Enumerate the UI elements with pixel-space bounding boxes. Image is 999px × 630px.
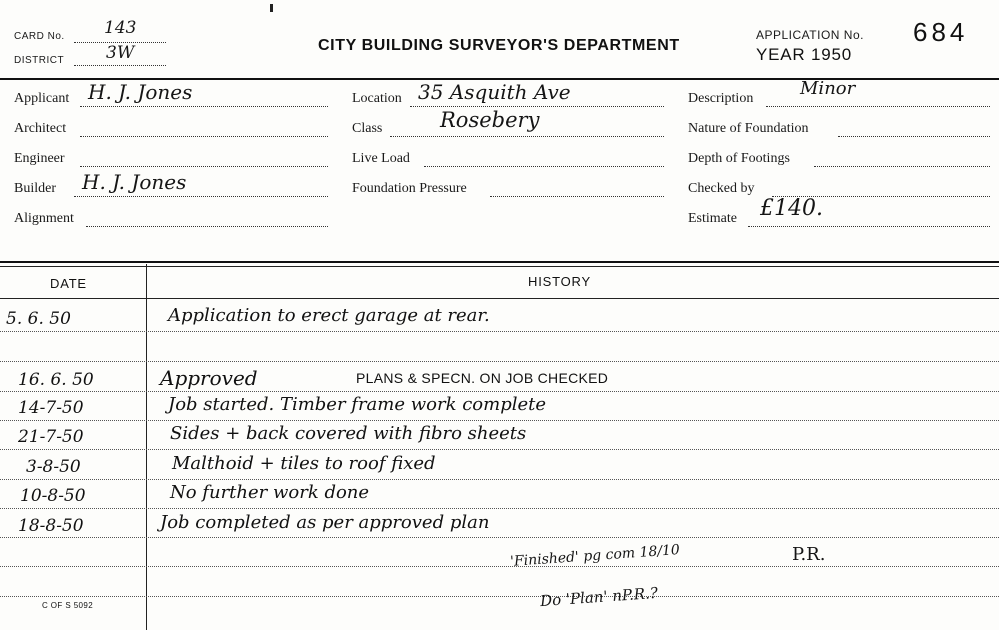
- ruled-line: [0, 479, 999, 480]
- year-label: YEAR 1950: [756, 45, 853, 64]
- annotation-note: Do 'Plan' nP.R.?: [539, 583, 659, 611]
- ruled-line: [0, 537, 999, 538]
- class-label: Class: [352, 121, 383, 136]
- history-entry: Job completed as per approved plan: [160, 512, 490, 533]
- engineer-label: Engineer: [14, 151, 65, 166]
- ruled-line: [0, 361, 999, 362]
- alignment-line: [86, 226, 328, 227]
- ruled-line: [0, 331, 999, 332]
- date-column-divider: [146, 264, 147, 630]
- class-value: Rosebery: [440, 108, 540, 132]
- ruled-line: [0, 508, 999, 509]
- description-value: Minor: [800, 78, 856, 99]
- architect-line: [80, 136, 328, 137]
- depth-of-footings-label: Depth of Footings: [688, 151, 790, 166]
- applicant-value: H. J. Jones: [88, 80, 193, 104]
- history-entry: No further work done: [170, 482, 370, 503]
- district-label: DISTRICT: [14, 55, 65, 66]
- application-no-label: APPLICATION No.: [756, 28, 864, 42]
- foundation-pressure-line: [490, 196, 664, 197]
- class-line: [390, 136, 664, 137]
- estimate-label: Estimate: [688, 211, 737, 226]
- plans-checked-stamp: PLANS & SPECN. ON JOB CHECKED: [356, 370, 609, 386]
- table-top-rule-inner: [0, 266, 999, 267]
- history-date: 21-7-50: [18, 427, 84, 447]
- ruled-line: [0, 566, 999, 567]
- nature-of-foundation-line: [838, 136, 990, 137]
- estimate-value: £140.: [760, 196, 823, 221]
- card-no-value: 143: [104, 18, 137, 38]
- location-label: Location: [352, 91, 402, 106]
- history-header: HISTORY: [528, 274, 591, 289]
- history-date: 10-8-50: [20, 486, 86, 506]
- district-value: 3W: [106, 43, 135, 63]
- history-entry: Approved: [160, 366, 258, 390]
- checked-by-label: Checked by: [688, 181, 755, 196]
- location-value: 35 Asquith Ave: [418, 80, 571, 104]
- architect-label: Architect: [14, 121, 67, 136]
- history-entry: Job started. Timber frame work complete: [168, 394, 547, 415]
- history-date: 18-8-50: [18, 516, 84, 536]
- date-header: DATE: [50, 276, 87, 291]
- applicant-line: [80, 106, 328, 107]
- history-date: 5. 6. 50: [6, 309, 71, 329]
- table-top-rule: [0, 261, 999, 263]
- history-date: 14-7-50: [18, 398, 84, 418]
- history-entry: Application to erect garage at rear.: [168, 305, 490, 326]
- card-no-label: CARD No.: [14, 31, 65, 42]
- estimate-line: [748, 226, 990, 227]
- description-line: [766, 106, 990, 107]
- form-code: C OF S 5092: [42, 601, 94, 610]
- annotation-note: 'Finished' pg com 18/10: [509, 542, 681, 570]
- builder-line: [74, 196, 328, 197]
- punch-mark: [270, 4, 273, 12]
- builder-value: H. J. Jones: [82, 170, 187, 194]
- ruled-line: [0, 420, 999, 421]
- initials-note: P.R.: [792, 544, 826, 565]
- district-line: [74, 65, 166, 66]
- live-load-line: [424, 166, 664, 167]
- header-row-rule: [0, 298, 999, 299]
- depth-of-footings-line: [814, 166, 990, 167]
- history-date: 16. 6. 50: [18, 370, 94, 390]
- description-label: Description: [688, 91, 754, 106]
- alignment-label: Alignment: [14, 211, 74, 226]
- history-entry: Malthoid + tiles to roof fixed: [172, 453, 436, 474]
- history-date: 3-8-50: [26, 457, 81, 477]
- ruled-line: [0, 596, 999, 597]
- application-no-value: 684: [913, 17, 969, 47]
- department-title: CITY BUILDING SURVEYOR'S DEPARTMENT: [318, 37, 680, 54]
- location-line: [410, 106, 664, 107]
- applicant-label: Applicant: [14, 91, 70, 106]
- foundation-pressure-label: Foundation Pressure: [352, 181, 467, 196]
- ruled-line: [0, 449, 999, 450]
- ruled-line: [0, 391, 999, 392]
- engineer-line: [80, 166, 328, 167]
- live-load-label: Live Load: [352, 151, 410, 166]
- nature-of-foundation-label: Nature of Foundation: [688, 121, 809, 136]
- history-entry: Sides + back covered with fibro sheets: [170, 423, 527, 444]
- builder-label: Builder: [14, 181, 56, 196]
